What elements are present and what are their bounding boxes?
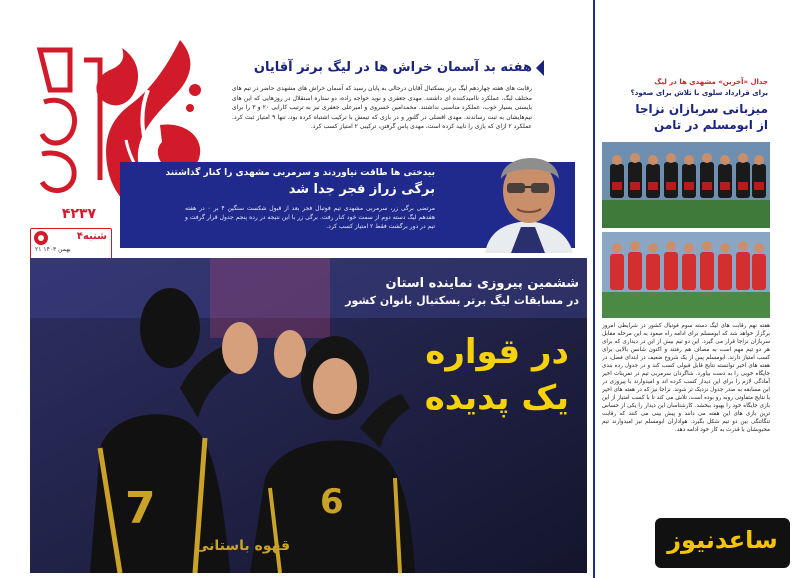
watermark-text: ساعدنیوز xyxy=(667,526,778,554)
right-column xyxy=(602,0,800,578)
jersey-sponsor: قهوه باستانی xyxy=(195,538,290,554)
football-story-body: هفته نهم رقابت های لیگ دسته سوم فوتبال کشور در شرایطی امروز برگزار خواهد شد که ابومسلم برای ادامه راه صعود به این مرحله مقابل سربازان نزاجا قرار می گیرد. این دو تیم بیش از این در دیداری که برای هر دو تیم مهم است به مصاف هم رفتند و اکنون شانس بالایی برای کسب امتیاز دارند. ابومسلم پس از یک شروع ضعیف در ابتدای فصل، در هفته های اخیر توانسته نتایج قابل قبولی کسب کند و در جدول رده بندی جایگاه خوبی را به دست بیاورد. شاگردان سرمربی تیم در تمرینات اخیر آمادگی لازم را برای این دیدار کسب کرده اند و امیدوارند با پیروزی در این مسابقه به صدر جدول نزدیک تر شوند. نزاجا نیز که در هفته های اخیر با نتایج متفاوتی روبه رو بوده است، تلاش می کند تا با کسب امتیاز از این بازی جایگاه خود را بهبود ببخشد. کارشناسان این دیدار را یکی از حساس ترین بازی های این هفته می دانند و پیش بینی می کنند که رقابت تنگاتنگی بین دو تیم شکل بگیرد. هواداران ابومسلم نیز امیدوارند تیم محبوبشان با قدرت به کار خود ادامه دهد. xyxy=(602,323,770,433)
football-story-title-line2[interactable]: از ابومسلم در تامن xyxy=(654,118,768,132)
top-story-body: رقابت های هفته چهاردهم لیگ برتر بسکتبال آقایان درحالی به پایان رسید که آسمان خراش های مشهدی حاضر در تیم های مختلف لیگ، عملکرد ناامیدکننده ای داشتند. مهدی جعفری و نوید خواجه زاده، دو ستاره استقلال در روزهایی که این های بایستی بسیار خوب، عملکرد مناسبی نداشتند. محمدامین خسروی و امیرعلی جعفری نیز به ترتیب کارایی ۲۰ و ۳ را برای تیم‌هایشان به ثبت رساندند. مهدی افضلی در گلنور و در بازی که تیمش با ترکیب اشتباه کرده بود، تنها ۹ امتیاز ثبت کرد. عملکرد ۲ ازای که بازی را تایید کرده است، مهدی پاس گرفتن، ترکیبی ۲ امتیاز کسب کرد. xyxy=(232,85,532,131)
weekday: ۴شنبه xyxy=(76,231,107,242)
column-divider xyxy=(593,0,595,578)
team-photos xyxy=(602,142,770,318)
issue-number: ۴۲۳۷ xyxy=(61,206,97,222)
football-story-header xyxy=(602,78,770,136)
newspaper-page xyxy=(30,0,800,578)
main-story-title-line2[interactable]: یک پدیده xyxy=(424,378,569,418)
headline-marker-icon xyxy=(536,60,544,76)
logo-dot-icon xyxy=(34,231,48,245)
saednews-watermark xyxy=(655,518,790,568)
main-photo xyxy=(30,258,587,573)
coach-story-kicker: بیدختی ها طاقت نیاوردند و سرمربی مشهدی را کنار گذاشتند xyxy=(165,168,435,178)
jersey-number-right: 6 xyxy=(320,482,344,522)
main-story-subkicker: در مسابقات لیگ برتر بسکتبال بانوان کشور xyxy=(345,294,579,307)
football-story-kicker: جدال «آخرین» مشهدی ها در لیگ xyxy=(654,78,768,86)
main-story-kicker: ششمین پیروزی نماینده استان xyxy=(385,276,579,291)
date-block xyxy=(30,228,112,260)
football-story-title-line1[interactable]: میزبانی سربازان نزاجا xyxy=(635,102,768,116)
date-line: ۲۱ بهمن ۱۴۰۳ xyxy=(35,246,71,253)
top-story-title[interactable]: هفته بد آسمان خراش ها در لیگ برتر آقایان xyxy=(253,60,532,75)
jersey-number-left: 7 xyxy=(125,483,156,534)
coach-portrait xyxy=(475,135,580,253)
main-story-title-line1[interactable]: در قواره xyxy=(425,332,569,372)
coach-story-body: مرتضی برگی زر، سرمربی مشهدی تیم فوتبال فجر بعد از قبول شکست سنگین ۴ بر ۰ در هفته هفدهم لیگ دسته دوم از سمت خود کنار رفت. برگی زر با این نتیجه در رده پنجم جدول قرار گرفت و تیم در دور برگشت فقط ۲ امتیاز کسب کرد. xyxy=(185,205,435,230)
football-story-subkicker: برای قرارداد سلوی با تلاش برای صعود؟ xyxy=(630,89,768,97)
coach-story-title[interactable]: برگی زراز فجر جدا شد xyxy=(288,182,435,197)
